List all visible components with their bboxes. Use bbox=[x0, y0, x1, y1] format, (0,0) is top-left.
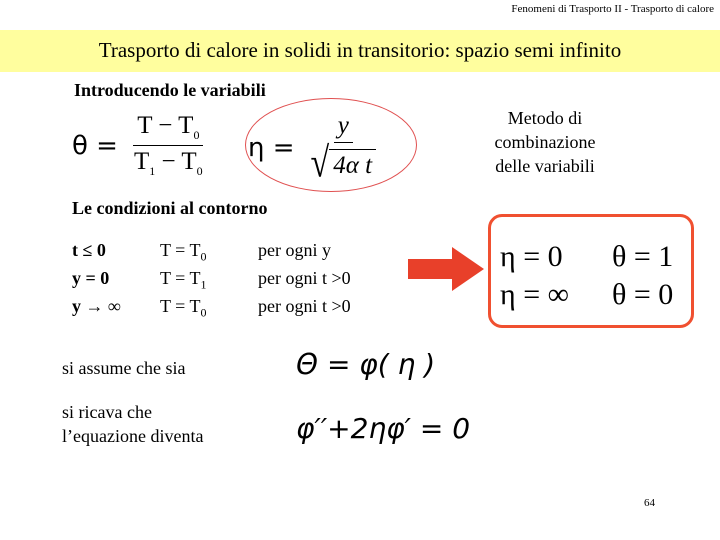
phi-definition: Θ = φ( η ) bbox=[296, 348, 436, 381]
bc-temperature: $T = T_0$ bbox=[160, 240, 207, 264]
page-number: 64 bbox=[644, 497, 655, 509]
deduce-line-1: si ricava che bbox=[62, 402, 152, 422]
bc-domain: per ogni t >0 bbox=[258, 268, 351, 288]
title-bar bbox=[0, 30, 720, 72]
eta-denominator: √ 4α t bbox=[307, 143, 381, 183]
method-line-2: combinazione bbox=[494, 132, 596, 152]
deduce-line-2: l’equazione diventa bbox=[62, 426, 204, 446]
method-label bbox=[470, 106, 620, 178]
theta-lhs: θ = bbox=[72, 130, 118, 161]
eta-fraction bbox=[307, 112, 381, 187]
bc-condition: y → ∞ bbox=[72, 296, 121, 316]
theta-fraction bbox=[130, 112, 207, 179]
assume-text: si assume che sia bbox=[62, 358, 186, 378]
intro-text: Introducendo le variabili bbox=[74, 80, 266, 100]
theta-numerator: $T - T_0$ bbox=[133, 112, 203, 146]
result-eta-0: η = 0 bbox=[500, 240, 563, 273]
result-theta-0: θ = 0 bbox=[612, 278, 674, 311]
theta-definition bbox=[72, 112, 207, 179]
theta-denominator: $T_1 - T_0$ bbox=[133, 148, 203, 178]
bc-temperature: $T = T_0$ bbox=[160, 296, 207, 320]
eta-definition bbox=[248, 112, 380, 187]
method-line-1: Metodo di bbox=[507, 108, 583, 128]
bc-condition: y = 0 bbox=[72, 268, 110, 288]
bc-domain: per ogni t >0 bbox=[258, 296, 351, 316]
method-line-3: delle variabili bbox=[495, 156, 595, 176]
bc-temperature: $T = T_1$ bbox=[160, 268, 207, 292]
ode-equation: φ′′+2ηφ′ = 0 bbox=[296, 412, 471, 445]
bc-condition: t ≤ 0 bbox=[72, 240, 106, 260]
eta-lhs: η = bbox=[248, 132, 295, 163]
eta-numerator: y bbox=[334, 112, 353, 143]
header-breadcrumb: Fenomeni di Trasporto II - Trasporto di calore bbox=[511, 3, 714, 15]
arrow-right-icon bbox=[406, 245, 486, 293]
result-theta-1: θ = 1 bbox=[612, 240, 674, 273]
bc-title: Le condizioni al contorno bbox=[72, 198, 268, 218]
deduce-text bbox=[62, 400, 203, 448]
result-eta-inf: η = ∞ bbox=[500, 278, 569, 311]
bc-domain: per ogni y bbox=[258, 240, 331, 260]
slide-title: Trasporto di calore in solidi in transitorio: spazio semi infinito bbox=[98, 38, 622, 62]
sqrt-icon: √ bbox=[310, 140, 330, 187]
